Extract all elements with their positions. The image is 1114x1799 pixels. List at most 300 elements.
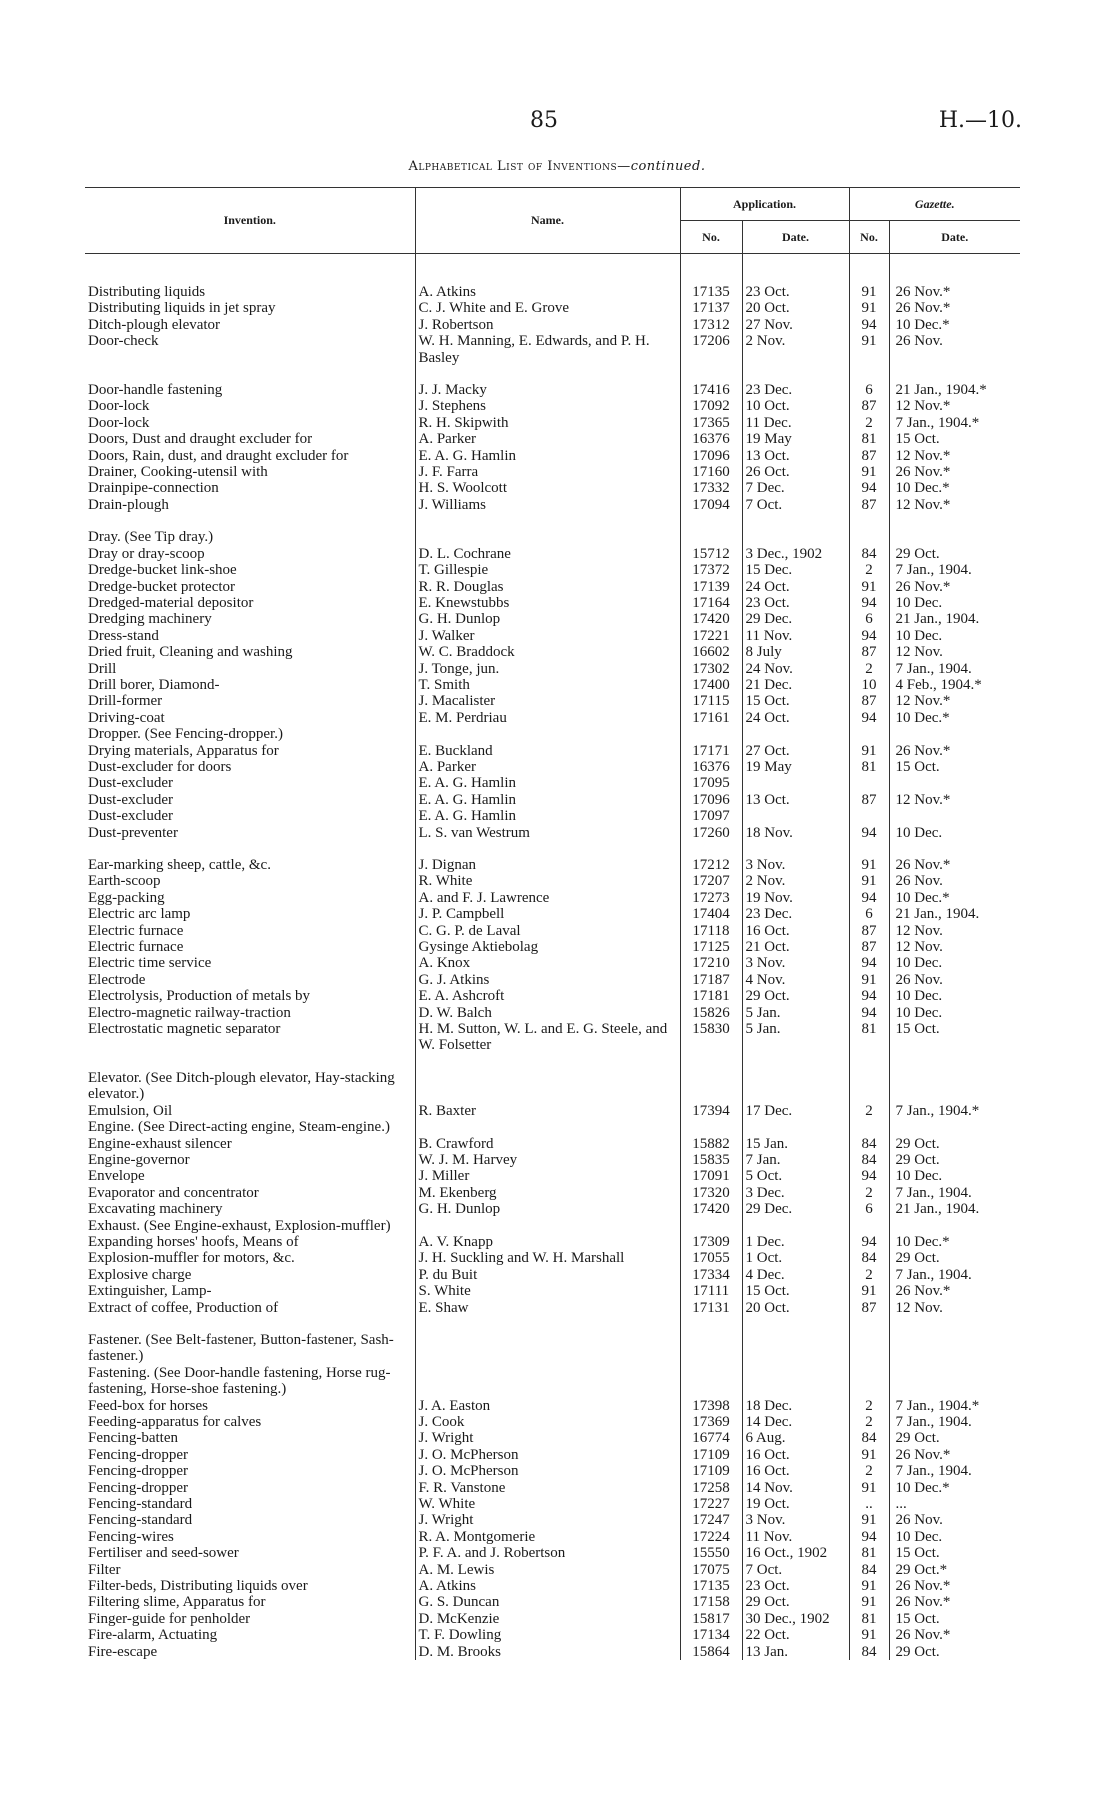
cell-invention: Fire-alarm, Actuating [85, 1627, 415, 1643]
cell-gazette-no: 87 [849, 693, 889, 709]
table-row [85, 890, 1020, 906]
table-row [85, 1611, 1020, 1627]
cell-app-no: 17420 [680, 1201, 742, 1217]
cell-invention: Electrolysis, Production of metals by [85, 988, 415, 1004]
series-code: H.—10. [938, 108, 1022, 133]
cell-gazette-no: 10 [849, 677, 889, 693]
table-row [85, 579, 1020, 595]
cell-app-no: 17227 [680, 1496, 742, 1512]
cell-app-no [680, 1070, 742, 1103]
cell-name [415, 529, 680, 545]
cell-invention: Fire-escape [85, 1644, 415, 1660]
cell-app-no: 17160 [680, 464, 742, 480]
cell-name: Gysinge Aktiebolag [415, 939, 680, 955]
cell-name: G. H. Dunlop [415, 611, 680, 627]
cell-gazette-date: 15 Oct. [895, 1610, 940, 1627]
cell-app-no: 17400 [680, 677, 742, 693]
cell-name: J. Williams [415, 497, 680, 513]
cell-gazette-no: 87 [849, 398, 889, 414]
cell-app-date: 1 Dec. [742, 1234, 849, 1250]
cell-app-no [680, 1332, 742, 1365]
col-gazette: Gazette. [849, 188, 1020, 221]
cell-gazette-date [889, 1119, 1020, 1135]
cell-invention: Finger-guide for penholder [85, 1611, 415, 1627]
cell-name: J. O. McPherson [415, 1447, 680, 1463]
cell-gazette-no: 84 [849, 1562, 889, 1578]
cell-invention: Door-lock [85, 398, 415, 414]
cell-name: A. V. Knapp [415, 1234, 680, 1250]
cell-app-no: 16376 [680, 759, 742, 775]
cell-gazette-no: 81 [849, 1611, 889, 1627]
cell-gazette-date: 12 Nov.* [895, 447, 951, 464]
cell-gazette-no: 81 [849, 1021, 889, 1054]
cell-gazette-no: 87 [849, 792, 889, 808]
cell-app-date: 23 Oct. [742, 595, 849, 611]
cell-app-date: 20 Oct. [742, 1300, 849, 1316]
cell-gazette-no: 2 [849, 562, 889, 578]
cell-name: J. Miller [415, 1168, 680, 1184]
cell-app-no: 17309 [680, 1234, 742, 1250]
cell-app-date: 15 Oct. [742, 1283, 849, 1299]
cell-gazette-no: 6 [849, 1201, 889, 1217]
cell-name [415, 1218, 680, 1234]
cell-name: W. H. Manning, E. Edwards, and P. H. Basley [415, 333, 680, 366]
cell-gazette-no [849, 1119, 889, 1135]
col-app-no: No. [680, 221, 742, 254]
cell-name: J. A. Easton [415, 1398, 680, 1414]
cell-name [415, 1119, 680, 1135]
cell-gazette-date: 26 Nov.* [895, 1283, 951, 1300]
cell-invention: Drill borer, Diamond- [85, 677, 415, 693]
cell-invention: Door-handle fastening [85, 382, 415, 398]
cell-gazette-no: 94 [849, 825, 889, 841]
table-row [85, 726, 1020, 742]
cell-name: J. J. Macky [415, 382, 680, 398]
cell-invention: Engine-exhaust silencer [85, 1136, 415, 1152]
cell-name: R. H. Skipwith [415, 415, 680, 431]
cell-app-date: 16 Oct. [742, 1447, 849, 1463]
cell-invention: Emulsion, Oil [85, 1103, 415, 1119]
cell-app-no: 17125 [680, 939, 742, 955]
cell-app-no: 17135 [680, 284, 742, 300]
cell-invention: Electric arc lamp [85, 906, 415, 922]
cell-invention: Fencing-standard [85, 1512, 415, 1528]
cell-app-date: 27 Oct. [742, 743, 849, 759]
cell-name: J. H. Suckling and W. H. Marshall [415, 1250, 680, 1266]
cell-app-no: 17260 [680, 825, 742, 841]
table-row [85, 562, 1020, 578]
cell-app-no: 17097 [680, 808, 742, 824]
cell-gazette-date: 10 Dec. [895, 1004, 943, 1021]
cell-invention: Earth-scoop [85, 873, 415, 889]
cell-invention: Filtering slime, Apparatus for [85, 1594, 415, 1610]
cell-name: J. Cook [415, 1414, 680, 1430]
cell-name [415, 726, 680, 742]
cell-gazette-date: 7 Jan., 1904. [895, 1266, 972, 1283]
cell-name: H. S. Woolcott [415, 480, 680, 496]
cell-name: G. S. Duncan [415, 1594, 680, 1610]
cell-invention: Explosion-muffler for motors, &c. [85, 1250, 415, 1266]
cell-app-no: 15882 [680, 1136, 742, 1152]
cell-gazette-no: 91 [849, 857, 889, 873]
cell-app-no: 17258 [680, 1480, 742, 1496]
cell-gazette-date: 10 Dec.* [895, 1233, 950, 1250]
cell-invention: Elevator. (See Ditch-plough elevator, Hay-stacking elevator.) [85, 1070, 415, 1103]
cell-invention: Fencing-dropper [85, 1480, 415, 1496]
cell-invention: Drill-former [85, 693, 415, 709]
table-row [85, 743, 1020, 759]
cell-app-no: 16774 [680, 1430, 742, 1446]
table-row [85, 792, 1020, 808]
cell-gazette-no: 91 [849, 300, 889, 316]
table-row [85, 873, 1020, 889]
table-row [85, 1152, 1020, 1168]
cell-gazette-no: 87 [849, 939, 889, 955]
cell-gazette-no: 94 [849, 1005, 889, 1021]
cell-name: A. Knox [415, 955, 680, 971]
cell-invention: Dropper. (See Fencing-dropper.) [85, 726, 415, 742]
table-row [85, 1119, 1020, 1135]
cell-gazette-date: 29 Oct. [895, 1151, 940, 1168]
cell-app-no: 17137 [680, 300, 742, 316]
cell-app-date: 27 Nov. [742, 317, 849, 333]
cell-invention: Fastener. (See Belt-fastener, Button-fastener, Sash-fastener.) [85, 1332, 415, 1365]
cell-app-date [742, 1070, 849, 1103]
cell-app-date: 3 Nov. [742, 955, 849, 971]
cell-app-no [680, 1365, 742, 1398]
cell-app-date: 10 Oct. [742, 398, 849, 414]
cell-gazette-no: 2 [849, 661, 889, 677]
cell-invention: Electric time service [85, 955, 415, 971]
cell-gazette-date: 26 Nov. [895, 333, 943, 350]
cell-name: T. Smith [415, 677, 680, 693]
cell-gazette-date: 15 Oct. [895, 1021, 940, 1038]
cell-name [415, 1070, 680, 1103]
table-row [85, 1594, 1020, 1610]
cell-gazette-date: 12 Nov.* [895, 791, 951, 808]
cell-gazette-date: 29 Oct. [895, 1643, 940, 1660]
cell-gazette-date: 26 Nov. [895, 1512, 943, 1529]
inventions-table [85, 187, 1020, 1660]
cell-gazette-date: 10 Dec. [895, 627, 943, 644]
table-row [85, 1021, 1020, 1054]
cell-invention: Dray or dray-scoop [85, 546, 415, 562]
cell-invention: Fencing-dropper [85, 1447, 415, 1463]
cell-invention: Distributing liquids in jet spray [85, 300, 415, 316]
cell-name: D. McKenzie [415, 1611, 680, 1627]
cell-gazette-date: 10 Dec.* [895, 480, 950, 497]
cell-app-date [742, 1119, 849, 1135]
cell-name: G. J. Atkins [415, 972, 680, 988]
cell-gazette-date: 4 Feb., 1904.* [895, 676, 982, 693]
cell-gazette-date: 12 Nov.* [895, 693, 951, 710]
cell-name: J. Walker [415, 628, 680, 644]
cell-name: B. Crawford [415, 1136, 680, 1152]
table-row [85, 1103, 1020, 1119]
cell-gazette-date: 12 Nov. [895, 1299, 943, 1316]
cell-app-date: 5 Jan. [742, 1021, 849, 1054]
cell-name: E. A. G. Hamlin [415, 808, 680, 824]
cell-invention: Fertiliser and seed-sower [85, 1545, 415, 1561]
cell-app-no: 17212 [680, 857, 742, 873]
cell-app-no: 15864 [680, 1644, 742, 1660]
cell-name: A. M. Lewis [415, 1562, 680, 1578]
table-row [85, 464, 1020, 480]
col-gaz-date: Date. [889, 221, 1020, 254]
cell-app-no: 15826 [680, 1005, 742, 1021]
cell-gazette-no [849, 726, 889, 742]
cell-gazette-date: 26 Nov.* [895, 1627, 951, 1644]
cell-app-date [742, 808, 849, 824]
cell-app-date: 15 Oct. [742, 693, 849, 709]
cell-app-no: 17091 [680, 1168, 742, 1184]
cell-gazette-no: 87 [849, 644, 889, 660]
cell-gazette-date: 7 Jan., 1904. [895, 660, 972, 677]
cell-app-date [742, 1365, 849, 1398]
cell-gazette-date: 10 Dec.* [895, 889, 950, 906]
cell-name: P. du Buit [415, 1267, 680, 1283]
cell-app-date: 23 Oct. [742, 284, 849, 300]
cell-gazette-no: 94 [849, 1168, 889, 1184]
table-row [85, 317, 1020, 333]
cell-gazette-no [849, 808, 889, 824]
cell-gazette-date [889, 808, 1020, 824]
cell-app-no: 17210 [680, 955, 742, 971]
cell-invention: Dust-excluder [85, 775, 415, 791]
cell-invention: Dray. (See Tip dray.) [85, 529, 415, 545]
cell-gazette-no: 94 [849, 317, 889, 333]
cell-gazette-no: 84 [849, 1430, 889, 1446]
cell-name: T. F. Dowling [415, 1627, 680, 1643]
cell-gazette-date: 29 Oct. [895, 545, 940, 562]
cell-gazette-date: 21 Jan., 1904. [895, 611, 980, 628]
cell-gazette-no: 91 [849, 873, 889, 889]
table-row [85, 431, 1020, 447]
cell-name: E. Knewstubbs [415, 595, 680, 611]
cell-name: J. Tonge, jun. [415, 661, 680, 677]
cell-invention: Ditch-plough elevator [85, 317, 415, 333]
cell-name: A. and F. J. Lawrence [415, 890, 680, 906]
cell-app-date: 7 Oct. [742, 497, 849, 513]
cell-invention: Door-check [85, 333, 415, 366]
cell-gazette-no: 94 [849, 628, 889, 644]
cell-app-date [742, 726, 849, 742]
cell-app-date [742, 1332, 849, 1365]
table-row [85, 955, 1020, 971]
table-row [85, 382, 1020, 398]
cell-gazette-date: 10 Dec. [895, 824, 943, 841]
cell-app-no: 15817 [680, 1611, 742, 1627]
cell-app-no: 17171 [680, 743, 742, 759]
table-row [85, 661, 1020, 677]
cell-invention: Feeding-apparatus for calves [85, 1414, 415, 1430]
cell-app-date: 24 Oct. [742, 710, 849, 726]
cell-app-date: 13 Oct. [742, 448, 849, 464]
cell-gazette-date: 10 Dec.* [895, 709, 950, 726]
cell-gazette-date: ... [895, 1496, 907, 1513]
table-row [85, 939, 1020, 955]
cell-app-date: 7 Dec. [742, 480, 849, 496]
table-row [85, 1283, 1020, 1299]
cell-app-no: 17161 [680, 710, 742, 726]
cell-name [415, 1332, 680, 1365]
cell-app-no [680, 726, 742, 742]
cell-app-no: 17092 [680, 398, 742, 414]
table-row [85, 1398, 1020, 1414]
table-row [85, 1480, 1020, 1496]
cell-name: J. Macalister [415, 693, 680, 709]
cell-gazette-no: 91 [849, 1512, 889, 1528]
cell-app-date: 18 Nov. [742, 825, 849, 841]
table-row [85, 1430, 1020, 1446]
table-row [85, 923, 1020, 939]
table-row [85, 775, 1020, 791]
cell-name: E. A. Ashcroft [415, 988, 680, 1004]
cell-gazette-no: 91 [849, 1594, 889, 1610]
table-row [85, 1644, 1020, 1660]
cell-app-date: 2 Nov. [742, 333, 849, 366]
cell-invention: Explosive charge [85, 1267, 415, 1283]
cell-gazette-no: 84 [849, 546, 889, 562]
cell-gazette-date: 29 Oct. [895, 1135, 940, 1152]
cell-invention: Filter [85, 1562, 415, 1578]
cell-name: T. Gillespie [415, 562, 680, 578]
table-row [85, 398, 1020, 414]
cell-app-no: 17109 [680, 1447, 742, 1463]
cell-app-no: 17334 [680, 1267, 742, 1283]
cell-gazette-date: 29 Oct. [895, 1430, 940, 1447]
cell-gazette-date: 7 Jan., 1904.* [895, 1102, 980, 1119]
cell-gazette-no: 87 [849, 923, 889, 939]
cell-app-no [680, 529, 742, 545]
cell-invention: Engine. (See Direct-acting engine, Steam-engine.) [85, 1119, 415, 1135]
cell-gazette-no: 2 [849, 1463, 889, 1479]
cell-app-date: 29 Dec. [742, 611, 849, 627]
cell-app-no: 16602 [680, 644, 742, 660]
cell-gazette-no: 87 [849, 1300, 889, 1316]
cell-name: A. Atkins [415, 1578, 680, 1594]
cell-name: D. M. Brooks [415, 1644, 680, 1660]
cell-app-date: 29 Oct. [742, 1594, 849, 1610]
cell-app-date: 29 Oct. [742, 988, 849, 1004]
cell-app-date: 23 Dec. [742, 382, 849, 398]
cell-app-date: 24 Nov. [742, 661, 849, 677]
cell-gazette-date: 7 Jan., 1904. [895, 1414, 972, 1430]
cell-app-date: 3 Nov. [742, 857, 849, 873]
table-row [85, 497, 1020, 513]
heading-suffix: continued. [630, 159, 706, 174]
table-row [85, 1562, 1020, 1578]
cell-name: C. G. P. de Laval [415, 923, 680, 939]
table-row [85, 1463, 1020, 1479]
col-name: Name. [415, 188, 680, 254]
cell-gazette-no: 87 [849, 448, 889, 464]
cell-name: E. M. Perdriau [415, 710, 680, 726]
cell-invention: Driving-coat [85, 710, 415, 726]
cell-invention: Fencing-batten [85, 1430, 415, 1446]
cell-gazette-no: 91 [849, 1627, 889, 1643]
table-row [85, 1332, 1020, 1365]
table-row [85, 529, 1020, 545]
cell-name: W. White [415, 1496, 680, 1512]
table-row [85, 1365, 1020, 1398]
col-gaz-no: No. [849, 221, 889, 254]
cell-gazette-date [889, 726, 1020, 742]
cell-app-no: 17320 [680, 1185, 742, 1201]
cell-invention: Egg-packing [85, 890, 415, 906]
cell-app-no: 17181 [680, 988, 742, 1004]
cell-gazette-date: 26 Nov.* [895, 857, 951, 873]
cell-app-no: 17115 [680, 693, 742, 709]
cell-app-date: 11 Nov. [742, 1529, 849, 1545]
cell-name: W. J. M. Harvey [415, 1152, 680, 1168]
cell-name: J. O. McPherson [415, 1463, 680, 1479]
cell-app-no: 17207 [680, 873, 742, 889]
cell-app-no: 17096 [680, 792, 742, 808]
cell-app-date [742, 529, 849, 545]
cell-gazette-date: 26 Nov. [895, 971, 943, 988]
cell-gazette-date: 21 Jan., 1904. [895, 906, 980, 923]
cell-invention: Fencing-standard [85, 1496, 415, 1512]
cell-gazette-no: 2 [849, 1103, 889, 1119]
cell-invention: Feed-box for horses [85, 1398, 415, 1414]
cell-app-no: 17398 [680, 1398, 742, 1414]
cell-app-no: 17221 [680, 628, 742, 644]
cell-gazette-no: 84 [849, 1136, 889, 1152]
cell-invention: Evaporator and concentrator [85, 1185, 415, 1201]
cell-invention: Doors, Dust and draught excluder for [85, 431, 415, 447]
cell-app-date: 11 Nov. [742, 628, 849, 644]
cell-app-no: 17164 [680, 595, 742, 611]
cell-gazette-date: 12 Nov.* [895, 496, 951, 513]
cell-app-date: 30 Dec., 1902 [742, 1611, 849, 1627]
cell-name: J. Wright [415, 1512, 680, 1528]
cell-app-no: 15550 [680, 1545, 742, 1561]
cell-name: J. F. Farra [415, 464, 680, 480]
cell-gazette-no [849, 529, 889, 545]
cell-app-date [742, 1218, 849, 1234]
cell-app-no [680, 1218, 742, 1234]
cell-gazette-no [849, 775, 889, 791]
cell-invention: Fencing-wires [85, 1529, 415, 1545]
table-row [85, 1005, 1020, 1021]
cell-invention: Electro-magnetic railway-traction [85, 1005, 415, 1021]
table-row [85, 988, 1020, 1004]
col-invention: Invention. [85, 188, 415, 254]
cell-invention: Dredging machinery [85, 611, 415, 627]
cell-gazette-date: 26 Nov.* [895, 742, 951, 759]
table-row [85, 906, 1020, 922]
cell-name: D. W. Balch [415, 1005, 680, 1021]
cell-name: S. White [415, 1283, 680, 1299]
table-row [85, 759, 1020, 775]
cell-gazette-date: 26 Nov.* [895, 1446, 951, 1463]
cell-invention: Dust-excluder for doors [85, 759, 415, 775]
cell-name: R. A. Montgomerie [415, 1529, 680, 1545]
table-row [85, 480, 1020, 496]
cell-app-date: 19 Nov. [742, 890, 849, 906]
cell-app-no: 17273 [680, 890, 742, 906]
page-number: 85 [530, 108, 558, 133]
cell-gazette-date: 26 Nov.* [895, 284, 951, 300]
table-row [85, 1185, 1020, 1201]
cell-gazette-date: 29 Oct.* [895, 1561, 948, 1578]
cell-invention: Dredge-bucket protector [85, 579, 415, 595]
cell-app-no: 17158 [680, 1594, 742, 1610]
cell-gazette-no: 6 [849, 611, 889, 627]
cell-app-date: 3 Dec., 1902 [742, 546, 849, 562]
cell-invention: Electrostatic magnetic separator [85, 1021, 415, 1054]
